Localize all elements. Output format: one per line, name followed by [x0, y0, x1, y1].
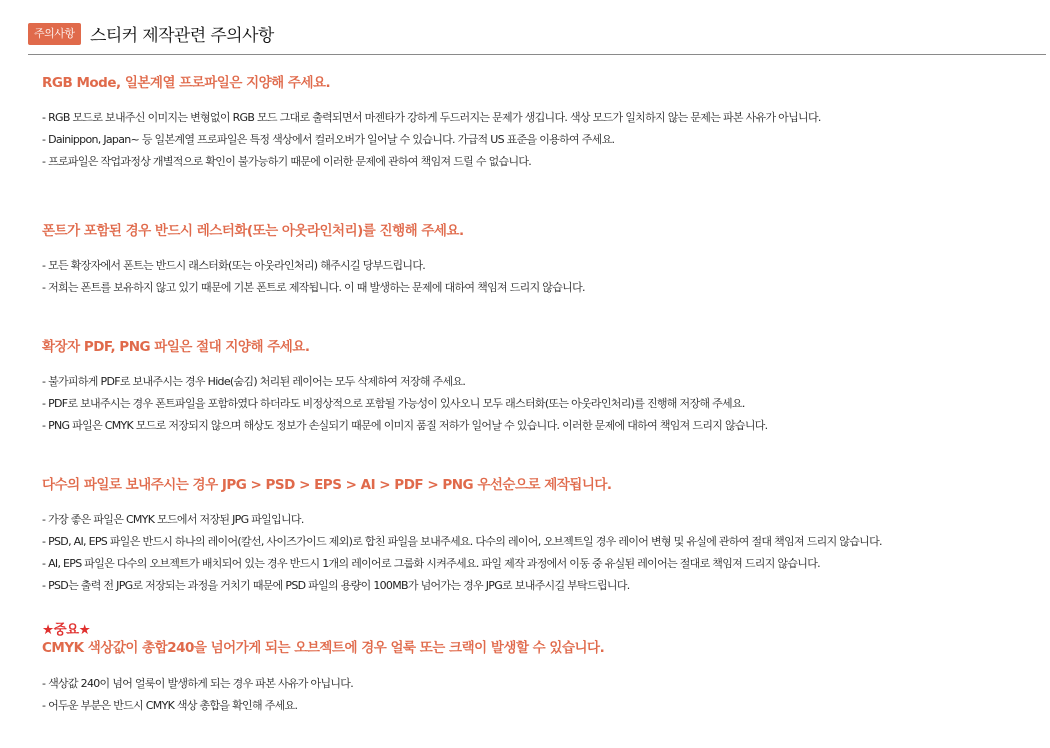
list-item: - 저희는 폰트를 보유하지 않고 있기 때문에 기본 폰트로 제작됩니다. 이 때 발생하는 문제에 대하여 책임져 드리지 않습니다. — [42, 277, 1042, 299]
list-item: - Dainippon, Japan~ 등 일본계열 프로파일은 특정 색상에서 컬러오버가 일어날 수 있습니다. 가급적 US 표준을 이용하여 주세요. — [42, 129, 1042, 151]
important-label: ★중요★ — [42, 622, 91, 638]
notice-list — [42, 371, 1042, 437]
list-item: - AI, EPS 파일은 다수의 오브젝트가 배치되어 있는 경우 반드시 1개의 레이어로 그룹화 시켜주세요. 파일 제작 과정에서 이동 중 유실된 레이어는 절대로 책임져 드리지 않습니다. — [42, 553, 1042, 575]
section-font-rasterize — [42, 222, 1042, 299]
list-item: - PDF로 보내주시는 경우 폰트파일을 포함하였다 하더라도 비정상적으로 포함될 가능성이 있사오니 모두 래스터화(또는 아웃라인처리)를 진행해 저장해 주세요. — [42, 393, 1042, 415]
list-item: - 색상값 240이 넘어 얼룩이 발생하게 되는 경우 파본 사유가 아닙니다. — [42, 673, 1042, 695]
list-item: - PSD, AI, EPS 파일은 반드시 하나의 레이어(칼선, 사이즈가이드 제외)로 합친 파일을 보내주세요. 다수의 레이어, 오브젝트일 경우 레이어 변형 및 유실에 관하여 절대 책임져 드리지 않습니다. — [42, 531, 1042, 553]
list-item: - 프로파일은 작업과정상 개별적으로 확인이 불가능하기 때문에 이러한 문제에 관하여 책임져 드릴 수 없습니다. — [42, 151, 1042, 173]
list-item: - RGB 모드로 보내주신 이미지는 변형없이 RGB 모드 그대로 출력되면서 마젠타가 강하게 두드러지는 문제가 생깁니다. 색상 모드가 일치하지 않는 문제는 파본 사유가 아닙니다. — [42, 107, 1042, 129]
section-title: CMYK 색상값이 총합240을 넘어가게 되는 오브젝트에 경우 얼룩 또는 크랙이 발생할 수 있습니다. — [42, 640, 605, 656]
list-item: - 불가피하게 PDF로 보내주시는 경우 Hide(숨김) 처리된 레이어는 모두 삭제하여 저장해 주세요. — [42, 371, 1042, 393]
section-pdf-png — [42, 338, 1042, 437]
list-item: - 가장 좋은 파일은 CMYK 모드에서 저장된 JPG 파일입니다. — [42, 509, 1042, 531]
notice-list — [42, 673, 1042, 717]
notice-badge: 주의사항 — [28, 23, 81, 45]
section-title: 다수의 파일로 보내주시는 경우 JPG > PSD > EPS > AI > PDF > PNG 우선순으로 제작됩니다. — [42, 477, 612, 493]
list-item: - 어두운 부분은 반드시 CMYK 색상 총합을 확인해 주세요. — [42, 695, 1042, 717]
page-header — [28, 20, 1046, 55]
page-title: 스티커 제작관련 주의사항 — [90, 26, 274, 46]
list-item: - PSD는 출력 전 JPG로 저장되는 과정을 거치기 때문에 PSD 파일의 용량이 100MB가 넘어가는 경우 JPG로 보내주시길 부탁드립니다. — [42, 575, 1042, 597]
section-title: 폰트가 포함된 경우 반드시 레스터화(또는 아웃라인처리)를 진행해 주세요. — [42, 223, 464, 239]
notice-list — [42, 255, 1042, 299]
section-title: 확장자 PDF, PNG 파일은 절대 지양해 주세요. — [42, 339, 310, 355]
list-item: - 모든 확장자에서 폰트는 반드시 래스터화(또는 아웃라인처리) 해주시길 당부드립니다. — [42, 255, 1042, 277]
section-rgb-mode — [42, 74, 1042, 173]
section-file-priority — [42, 476, 1042, 597]
notice-list — [42, 107, 1042, 173]
list-item: - PNG 파일은 CMYK 모드로 저장되지 않으며 해상도 정보가 손실되기 때문에 이미지 품질 저하가 일어날 수 있습니다. 이러한 문제에 대하여 책임져 드리지 않습니다. — [42, 415, 1042, 437]
section-title: RGB Mode, 일본계열 프로파일은 지양해 주세요. — [42, 75, 331, 91]
section-cmyk-important — [42, 621, 1042, 717]
notice-list — [42, 509, 1042, 597]
